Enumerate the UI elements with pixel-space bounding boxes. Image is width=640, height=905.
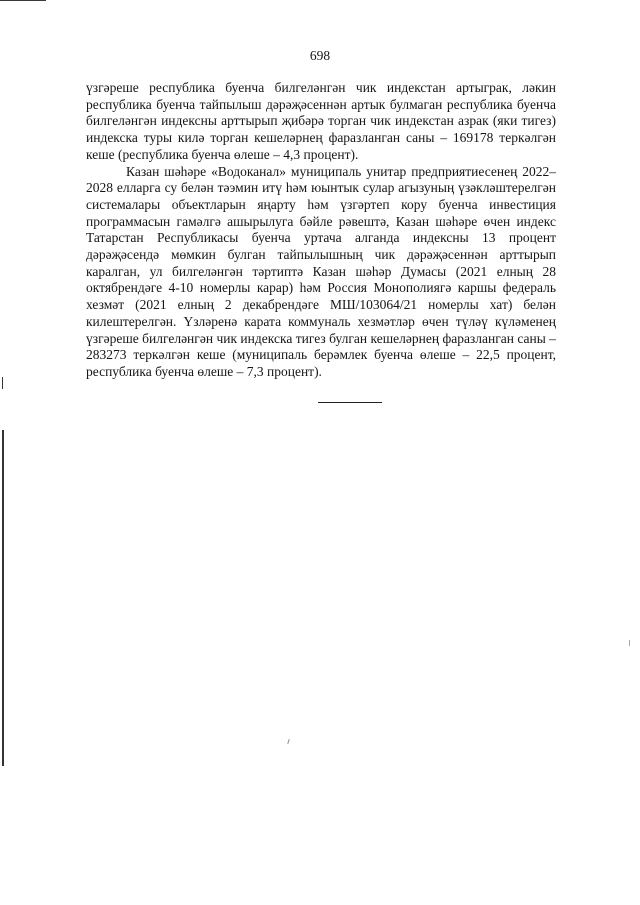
paragraph-kazan-vodokanal: Казан шәһәре «Водоканал» муниципаль унитар предприятиесенең 2022–2028 елларга су белән тәэмин итү һәм юынтык сулар агызуның үзәкләштерелгән системалары объектларын яңарту һәм үзгәртеп кору буенча инвестиция программасын гамәлгә ашырылуга бәйле рәвештә, Казан шәһәре өчен индекс Татарстан Республикасы буенча уртача алганда индексны 13 процент дәрәҗәсендә мөмкин булган тайпылышның чик дәрәҗәсеннән арттырып каралган, ул билгеләнгән тәртиптә Казан шәһәр Думасы (2021 елның 28 октябрендәге 4-10 номерлы карар) һәм Россия Монополиягә каршы федераль хезмәт (2021 елның 2 декабрендәге МШ/103064/21 номерлы хат) белән килештерелгән. Үзләренә карата коммуналь хезмәтләр өчен түләү күләменең үзгәреше билгеләнгән чик индекска тигез булган кешеләрнең фаразланган саны – 283273 теркәлгән кеше (муниципаль берәмлек буенча өлеше – 22,5 процент, республика буенча өлеше – 7,3 процент). [86, 163, 556, 379]
scan-mark [629, 640, 630, 646]
scan-margin-line [2, 430, 4, 766]
scan-margin-line [2, 377, 3, 389]
scan-top-edge [0, 0, 46, 1]
paragraph-continued: үзгәреше республика буенча билгеләнгән чик индекстан артыграк, ләкин республика буенча тайпылыш дәрәҗәсеннән артык булмаган республика буенча билгеләнгән индексны арттырып җибәрә торган чик индекстан азрак (яки тигез) индекска туры килә торган кешеләрнең фаразланган саны – 169178 теркәлгән кеше (республика буенча өлеше – 4,3 процент). [86, 80, 556, 162]
closing-rule [318, 402, 382, 403]
scan-mark [287, 739, 289, 744]
page-number: 698 [309, 48, 331, 63]
document-body [86, 80, 556, 381]
